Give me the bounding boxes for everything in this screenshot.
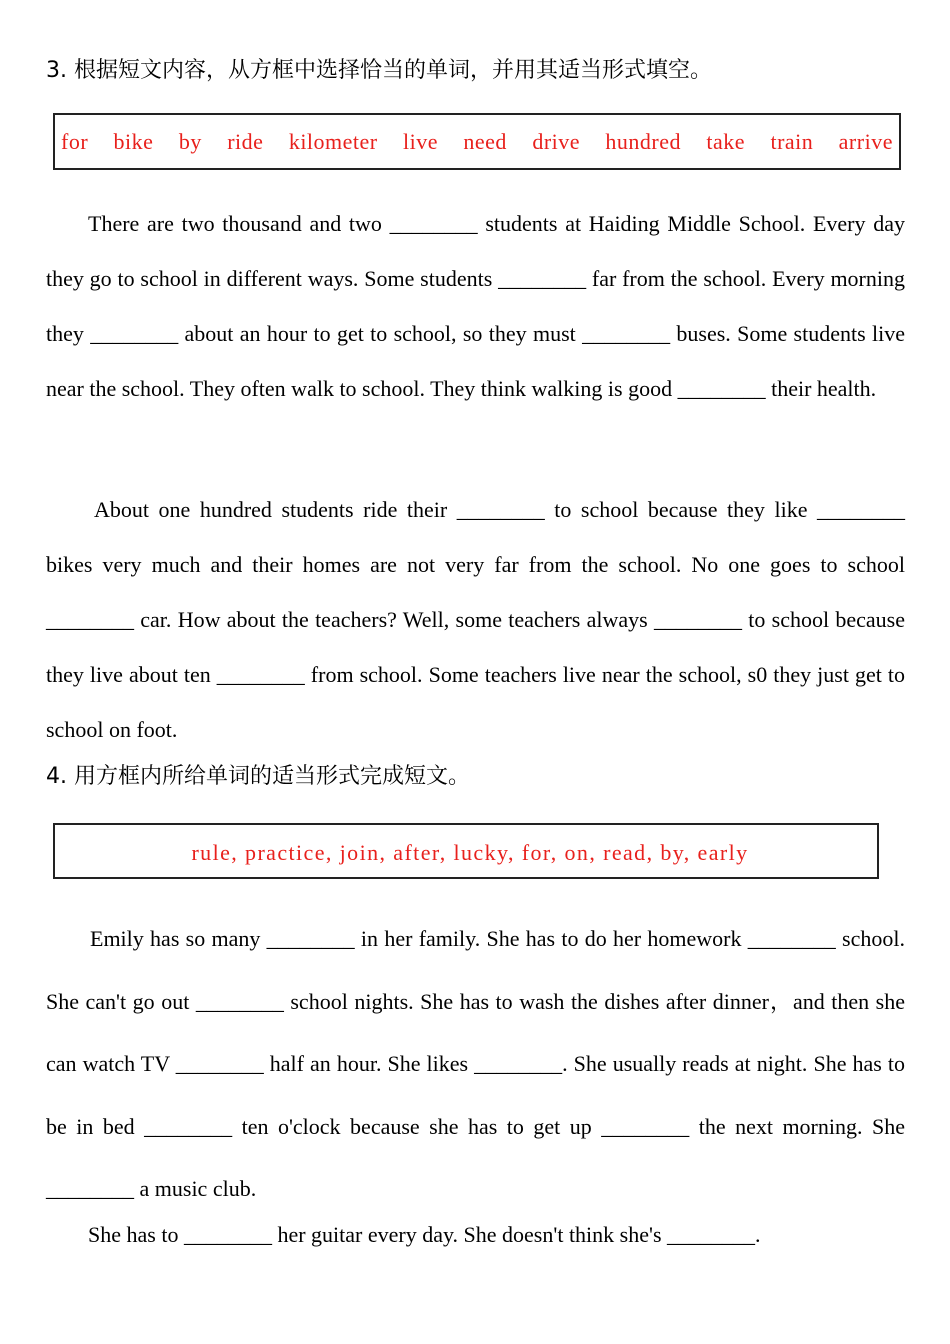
word-bank-item: live [403, 128, 439, 154]
section-3-paragraph-1: There are two thousand and two ________ students at Haiding Middle School. Every day they go to school in different ways. Some students ________ far from the school. Every morning they ________ about an hour to get to school, so they must ________ buses. Some students live near the school. They often walk to school. They think walking is good ________ their health. [46, 211, 905, 401]
word-bank-item: kilometer [288, 128, 378, 154]
word-bank-list [55, 115, 899, 168]
word-bank-item: train [770, 128, 814, 154]
word-bank-item: need [463, 128, 507, 154]
word-bank-item: for [61, 128, 89, 154]
word-bank-item: by [178, 128, 202, 154]
word-bank-box-3 [53, 113, 901, 170]
word-bank-item: ride [227, 128, 264, 154]
section-3-paragraph-2: About one hundred students ride their ________ to school because they like ________ bikes very much and their homes are not very far from the school. No one goes to school ________ car. How about the teachers? Well, some teachers always ________ to school because they live about ten ________ from school. Some teachers live near the school, s0 they just get to school on foot. [46, 497, 905, 742]
word-bank-item: drive [532, 128, 581, 154]
section-4-paragraph-1: Emily has so many ________ in her family. She has to do her homework ________ school. She can't go out ________ school nights. She has to wash the dishes after dinner，and then she can watch TV ________ half an hour. She likes ________. She usually reads at night. She has to be in bed ________ ten o'clock because she has to get up ________ the next morning. She ________ a music club. [46, 926, 905, 1201]
word-bank-item: bike [113, 128, 154, 154]
word-bank-item: hundred [605, 128, 682, 154]
word-bank-list: rule, practice, join, after, lucky, for, on, read, by, early [191, 840, 749, 865]
section-3-heading: 3. 根据短文内容，从方框中选择恰当的单词，并用其适当形式填空。 [46, 58, 712, 83]
word-bank-item: take [706, 128, 746, 154]
section-4-heading: 4. 用方框内所给单词的适当形式完成短文。 [46, 764, 470, 789]
word-bank-box-4 [53, 823, 879, 879]
section-4-paragraph-2: She has to ________ her guitar every day. She doesn't think she's ________. [88, 1222, 761, 1247]
word-bank-item: arrive [838, 128, 893, 154]
